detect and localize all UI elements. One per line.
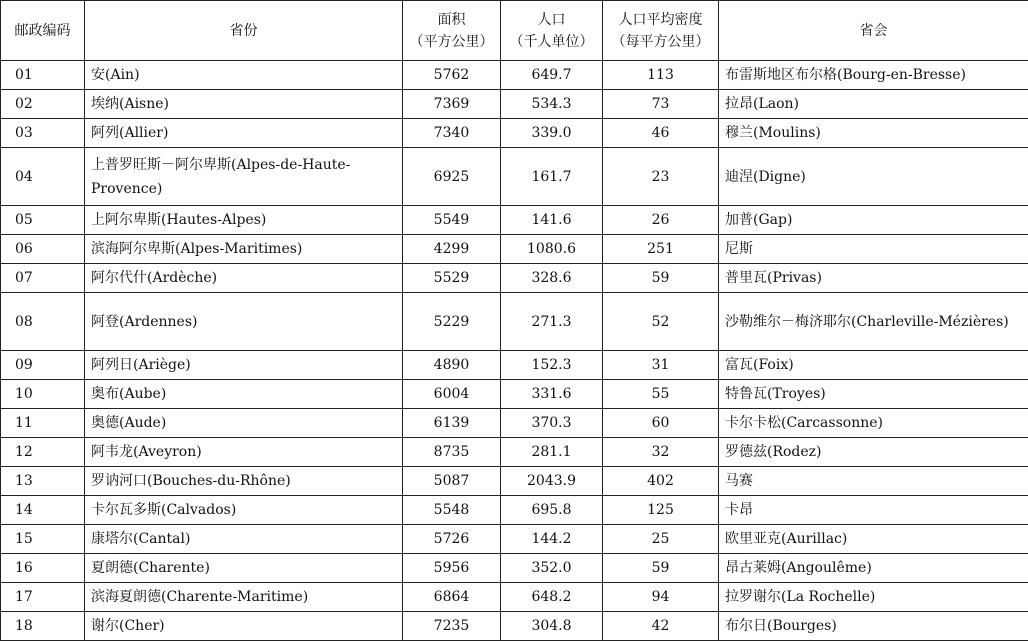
cell-area: 5087 (403, 467, 501, 496)
table-row (1, 293, 1028, 351)
cell-code: 11 (1, 409, 85, 438)
table-row (1, 583, 1028, 612)
cell-code: 01 (1, 61, 85, 90)
header-population-line2: （千人单位） (509, 33, 594, 50)
cell-density: 31 (603, 351, 719, 380)
header-capital: 省会 (719, 1, 1028, 61)
cell-density: 113 (603, 61, 719, 90)
cell-pop: 534.3 (501, 90, 603, 119)
cell-province: 奥布(Aube) (85, 380, 403, 409)
cell-capital: 布雷斯地区布尔格(Bourg-en-Bresse) (719, 61, 1028, 90)
table-row (1, 119, 1028, 148)
cell-density: 25 (603, 525, 719, 554)
cell-province: 阿列(Allier) (85, 119, 403, 148)
cell-area: 6004 (403, 380, 501, 409)
cell-capital: 拉罗谢尔(La Rochelle) (719, 583, 1028, 612)
cell-province: 安(Ain) (85, 61, 403, 90)
cell-area: 8735 (403, 438, 501, 467)
cell-capital: 马赛 (719, 467, 1028, 496)
cell-code: 03 (1, 119, 85, 148)
cell-density: 402 (603, 467, 719, 496)
cell-density: 55 (603, 380, 719, 409)
cell-pop: 2043.9 (501, 467, 603, 496)
cell-density: 32 (603, 438, 719, 467)
cell-area: 5529 (403, 264, 501, 293)
cell-code: 05 (1, 206, 85, 235)
cell-area: 7340 (403, 119, 501, 148)
cell-capital: 迪涅(Digne) (719, 148, 1028, 206)
table-row (1, 612, 1028, 641)
cell-code: 16 (1, 554, 85, 583)
cell-area: 4299 (403, 235, 501, 264)
cell-province: 罗讷河口(Bouches-du-Rhône) (85, 467, 403, 496)
table-row (1, 380, 1028, 409)
cell-code: 15 (1, 525, 85, 554)
header-density-line2: （每平方公里） (611, 33, 710, 50)
cell-pop: 141.6 (501, 206, 603, 235)
cell-density: 59 (603, 554, 719, 583)
cell-code: 02 (1, 90, 85, 119)
cell-density: 52 (603, 293, 719, 351)
cell-area: 5726 (403, 525, 501, 554)
header-density-line1: 人口平均密度 (618, 11, 703, 28)
cell-area: 6139 (403, 409, 501, 438)
cell-density: 26 (603, 206, 719, 235)
cell-province: 上普罗旺斯－阿尔卑斯(Alpes-de-Haute-Provence) (85, 148, 403, 206)
cell-code: 10 (1, 380, 85, 409)
cell-pop: 1080.6 (501, 235, 603, 264)
cell-area: 5956 (403, 554, 501, 583)
cell-province: 埃纳(Aisne) (85, 90, 403, 119)
cell-capital: 欧里亚克(Aurillac) (719, 525, 1028, 554)
table-body (1, 61, 1028, 641)
cell-area: 6925 (403, 148, 501, 206)
cell-area: 5549 (403, 206, 501, 235)
cell-code: 18 (1, 612, 85, 641)
table-row (1, 467, 1028, 496)
table-row (1, 206, 1028, 235)
cell-pop: 370.3 (501, 409, 603, 438)
header-population (501, 1, 603, 61)
cell-pop: 304.8 (501, 612, 603, 641)
cell-capital: 穆兰(Moulins) (719, 119, 1028, 148)
cell-capital: 加普(Gap) (719, 206, 1028, 235)
cell-code: 12 (1, 438, 85, 467)
header-code: 邮政编码 (1, 1, 85, 61)
cell-capital: 沙勒维尔－梅济耶尔(Charleville-Mézières) (719, 293, 1028, 351)
cell-area: 5762 (403, 61, 501, 90)
cell-density: 59 (603, 264, 719, 293)
cell-capital: 特鲁瓦(Troyes) (719, 380, 1028, 409)
cell-area: 4890 (403, 351, 501, 380)
cell-province: 滨海阿尔卑斯(Alpes-Maritimes) (85, 235, 403, 264)
cell-code: 17 (1, 583, 85, 612)
cell-pop: 271.3 (501, 293, 603, 351)
cell-pop: 352.0 (501, 554, 603, 583)
cell-density: 46 (603, 119, 719, 148)
cell-capital: 富瓦(Foix) (719, 351, 1028, 380)
cell-province: 谢尔(Cher) (85, 612, 403, 641)
cell-capital: 普里瓦(Privas) (719, 264, 1028, 293)
cell-province: 阿尔代什(Ardèche) (85, 264, 403, 293)
cell-density: 73 (603, 90, 719, 119)
cell-area: 5229 (403, 293, 501, 351)
header-area-line1: 面积 (437, 11, 466, 28)
cell-density: 23 (603, 148, 719, 206)
header-population-line1: 人口 (537, 11, 566, 28)
header-area-line2: （平方公里） (409, 33, 494, 50)
cell-capital: 布尔日(Bourges) (719, 612, 1028, 641)
cell-area: 7369 (403, 90, 501, 119)
cell-province: 阿列日(Ariège) (85, 351, 403, 380)
cell-code: 13 (1, 467, 85, 496)
cell-code: 08 (1, 293, 85, 351)
table-row (1, 525, 1028, 554)
cell-province: 阿韦龙(Aveyron) (85, 438, 403, 467)
table-row (1, 61, 1028, 90)
cell-area: 6864 (403, 583, 501, 612)
cell-density: 94 (603, 583, 719, 612)
cell-province: 奥德(Aude) (85, 409, 403, 438)
table-header-row (1, 1, 1028, 61)
cell-capital: 罗德兹(Rodez) (719, 438, 1028, 467)
cell-area: 5548 (403, 496, 501, 525)
header-area (403, 1, 501, 61)
cell-province: 上阿尔卑斯(Hautes-Alpes) (85, 206, 403, 235)
cell-province: 阿登(Ardennes) (85, 293, 403, 351)
cell-code: 09 (1, 351, 85, 380)
cell-pop: 144.2 (501, 525, 603, 554)
table-row (1, 438, 1028, 467)
cell-province: 滨海夏朗德(Charente-Maritime) (85, 583, 403, 612)
cell-pop: 649.7 (501, 61, 603, 90)
cell-capital: 拉昂(Laon) (719, 90, 1028, 119)
cell-pop: 695.8 (501, 496, 603, 525)
table-row (1, 235, 1028, 264)
cell-pop: 328.6 (501, 264, 603, 293)
cell-pop: 331.6 (501, 380, 603, 409)
cell-province: 卡尔瓦多斯(Calvados) (85, 496, 403, 525)
table-row (1, 554, 1028, 583)
cell-capital: 卡昂 (719, 496, 1028, 525)
table-row (1, 409, 1028, 438)
header-province: 省份 (85, 1, 403, 61)
cell-capital: 昂古莱姆(Angoulême) (719, 554, 1028, 583)
cell-area: 7235 (403, 612, 501, 641)
cell-code: 06 (1, 235, 85, 264)
cell-capital: 尼斯 (719, 235, 1028, 264)
cell-pop: 161.7 (501, 148, 603, 206)
table-row (1, 496, 1028, 525)
cell-density: 60 (603, 409, 719, 438)
cell-province: 夏朗德(Charente) (85, 554, 403, 583)
table-row (1, 264, 1028, 293)
cell-density: 42 (603, 612, 719, 641)
cell-code: 14 (1, 496, 85, 525)
cell-code: 04 (1, 148, 85, 206)
cell-pop: 648.2 (501, 583, 603, 612)
cell-pop: 339.0 (501, 119, 603, 148)
cell-density: 125 (603, 496, 719, 525)
cell-pop: 281.1 (501, 438, 603, 467)
table-row (1, 148, 1028, 206)
cell-density: 251 (603, 235, 719, 264)
cell-pop: 152.3 (501, 351, 603, 380)
table-row (1, 90, 1028, 119)
cell-capital: 卡尔卡松(Carcassonne) (719, 409, 1028, 438)
cell-province: 康塔尔(Cantal) (85, 525, 403, 554)
cell-code: 07 (1, 264, 85, 293)
header-density (603, 1, 719, 61)
table-row (1, 351, 1028, 380)
